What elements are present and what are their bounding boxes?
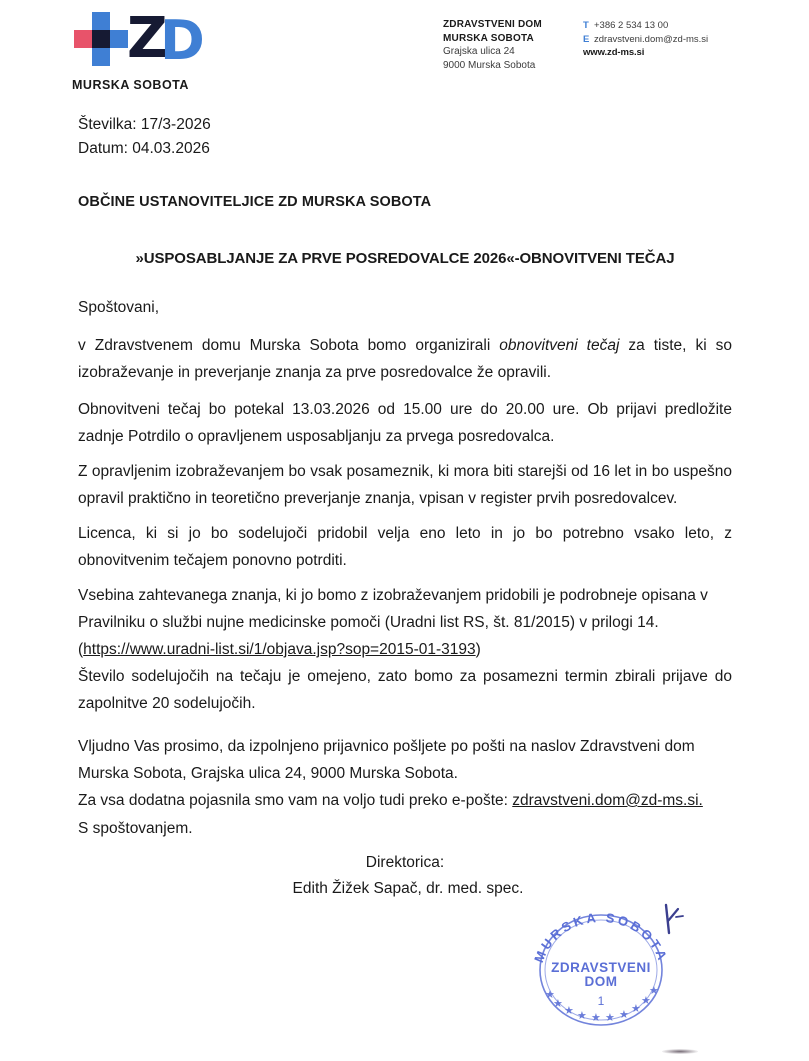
page-edge-smudge [662,1049,698,1054]
paragraph-1-before: v Zdravstvenem domu Murska Sobota bomo organizirali [78,337,500,354]
email-label-icon: E [583,33,590,45]
closing-paragraph: S spoštovanjem. [78,820,193,837]
svg-text:★: ★ [577,1010,587,1022]
uradni-list-link[interactable]: https://www.uradni-list.si/1/objava.jsp?sop=2015-01-3193 [83,641,476,658]
org-name-line2: MURSKA SOBOTA [443,32,534,44]
logo-subtitle: MURSKA SOBOTA [72,78,189,92]
paragraph-5 [78,582,732,663]
paragraph-4: Licenca, ki si jo bo sodelujoči pridobil velja eno leto in jo bo potrebno vsako leto, z obnovitvenim tečajem ponovno potrditi. [78,525,732,569]
paragraph-6: Število sodelujočih na tečaju je omejeno, zato bomo za posamezni termin zbirali prijave do zapolnitve 20 sodelujočih. [78,668,732,712]
svg-text:★: ★ [591,1012,601,1024]
letterhead-header [0,0,809,100]
contact-email-row [583,33,708,47]
paragraph-3: Z opravljenim izobraževanjem bo vsak posameznik, ki mora biti starejši od 16 let in bo uspešno opravil praktično in teoretično preverjanje znanja, vpisan v register prvih posredovalcev. [78,463,732,507]
contact-website-value: www.zd-ms.si [583,47,645,58]
official-stamp [523,906,679,1030]
stamp-arc-text: MURSKA SOBOTA [531,909,671,965]
addressee-line: OBČINE USTANOVITELJICE ZD MURSKA SOBOTA [78,194,432,210]
signature-block [78,850,732,902]
document-meta [78,113,211,161]
svg-text:★: ★ [545,989,555,1001]
contact-phone-row [583,19,708,33]
cross-red-arm-icon [74,30,92,48]
paragraph-5-text: Vsebina zahtevanega znanja, ki jo bomo z izobraževanjem pridobili je podrobneje opisana v Pravilniku o službi nujne medicinske pomoči (Uradni list RS, št. 81/2015) v prilogi 14. [78,587,708,631]
svg-text:★: ★ [553,998,563,1010]
contact-phone-value: +386 2 534 13 00 [594,20,669,31]
stamp-center-line2: DOM [584,974,618,989]
paragraph-1-after: za tiste, ki so izobraževanje in preverjanje znanja za prve posredovalce že opravili. [78,337,732,381]
logo-letter-z: Z [127,6,165,71]
svg-text:★: ★ [619,1009,629,1021]
svg-text:★: ★ [564,1005,574,1017]
document-number: Številka: 17/3-2026 [78,116,211,133]
paragraph-7-line2-before: Za vsa dodatna pojasnila smo vam na voljo tudi preko e-pošte: [78,792,513,809]
organization-logo [72,6,262,92]
contact-email-link[interactable]: zdravstveni.dom@zd-ms.si. [512,792,703,809]
signature-role: Direktorica: [365,854,445,871]
paragraph-7 [78,733,732,814]
org-name-line1: ZDRAVSTVENI DOM [443,19,542,30]
phone-label-icon: T [583,20,589,31]
contact-email-value: zdravstveni.dom@zd-ms.si [594,33,709,45]
zd-logo-mark [72,6,205,72]
paragraph-5-paren-open: ( [78,641,84,658]
stamp-number: 1 [597,994,605,1008]
organization-contact [583,19,708,60]
paragraph-7-line1: Vljudno Vas prosimo, da izpolnjeno prijavnico pošljete po pošti na naslov Zdravstveni dom Murska Sobota, Grajska ulica 24, 9000 Murska Sobota. [78,738,695,782]
svg-text:★: ★ [641,995,651,1007]
paragraph-5-paren-close: ) [475,641,481,658]
org-city: 9000 Murska Sobota [443,59,536,71]
organization-address [443,18,542,72]
paragraph-1-emphasis: obnovitveni tečaj [499,337,620,354]
org-street: Grajska ulica 24 [443,46,515,57]
stamp-center-line1: ZDRAVSTVENI [551,960,651,975]
paragraph-1 [78,332,732,386]
signature-name: Edith Žižek Sapač, dr. med. spec. [292,880,524,897]
svg-text:★: ★ [649,985,659,997]
svg-text:★: ★ [631,1003,641,1015]
document-title: »USPOSABLJANJE ZA PRVE POSREDOVALCE 2026«-OBNOVITVENI TEČAJ [135,250,675,267]
cross-center-square-icon [92,30,110,48]
svg-text:★: ★ [605,1012,615,1024]
document-date: Datum: 04.03.2026 [78,140,210,157]
greeting-paragraph: Spoštovani, [78,299,159,316]
logo-letter-d: D [160,9,205,72]
paragraph-2: Obnovitveni tečaj bo potekal 13.03.2026 od 15.00 ure do 20.00 ure. Ob prijavi predložite zadnje Potrdilo o opravljenem usposabljanju za prvega posredovalca. [78,401,732,445]
handwritten-ink-mark [660,903,686,939]
